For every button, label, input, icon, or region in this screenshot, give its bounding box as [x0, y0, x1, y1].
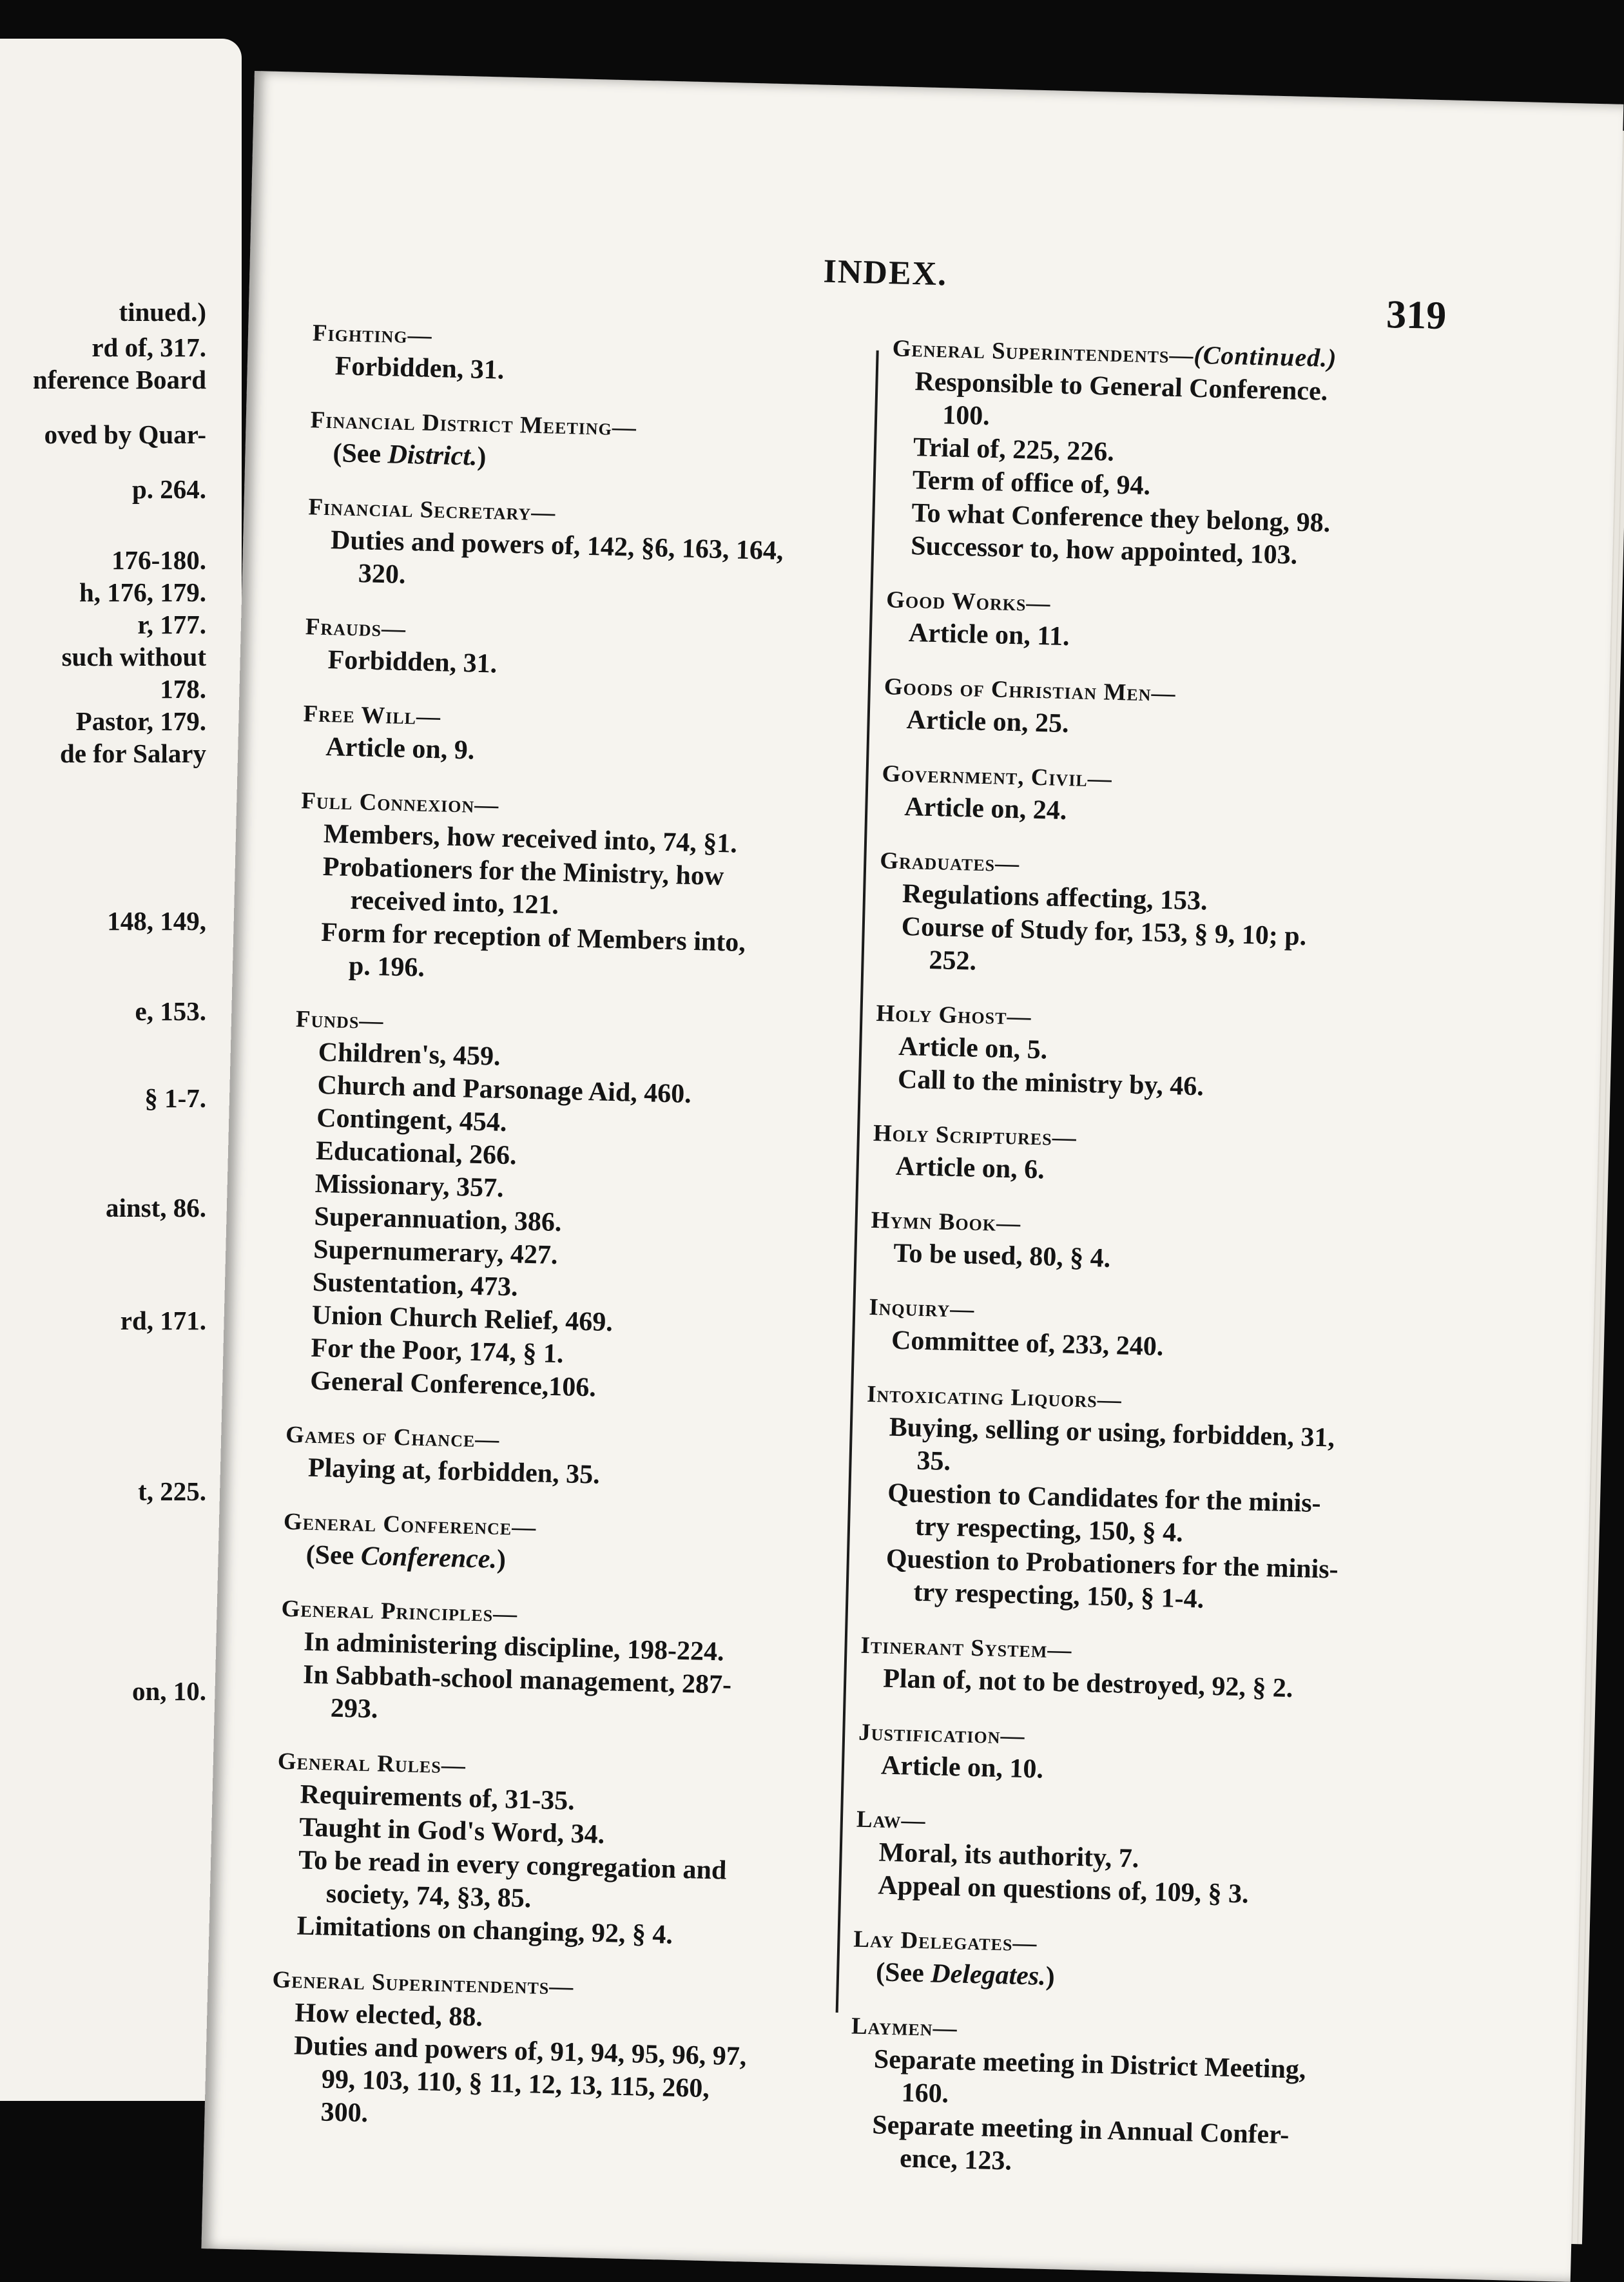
- index-page: [201, 71, 1623, 2282]
- index-heading: Government, Civil—: [882, 760, 1113, 793]
- index-subentry: Educational, 266.: [315, 1136, 517, 1171]
- index-subentry: Article on, 24.: [904, 791, 1067, 826]
- index-subentry: Sustentation, 473.: [312, 1267, 519, 1302]
- index-subentry: Duties and powers of, 142, §6, 163, 164,: [330, 525, 784, 566]
- index-subentry: 160.: [901, 2078, 949, 2109]
- left-page-line: t, 225.: [138, 1476, 206, 1506]
- left-page-line: nference Board: [32, 365, 206, 394]
- index-heading: General Superintendents—(Continued.): [892, 335, 1338, 373]
- index-subentry: received into, 121.: [350, 885, 559, 920]
- index-subentry: Buying, selling or using, forbidden, 31,: [889, 1412, 1335, 1453]
- index-heading: Financial Secretary—: [307, 494, 556, 527]
- index-subentry: Missionary, 357.: [314, 1168, 505, 1203]
- index-entry: [855, 1804, 1436, 1916]
- index-subentry: society, 74, §3, 85.: [325, 1879, 532, 1914]
- left-page-line: r, 177.: [137, 610, 206, 639]
- index-subentry: Separate meeting in District Meeting,: [873, 2044, 1306, 2085]
- index-column-right: [847, 331, 1473, 2210]
- index-heading: Lay Delegates—: [853, 1926, 1038, 1957]
- index-subentry: To be read in every congregation and: [298, 1845, 727, 1886]
- index-subentry: Probationers for the Ministry, how: [322, 851, 724, 892]
- index-subentry: Regulations affecting, 153.: [902, 878, 1208, 916]
- left-page-line: rd of, 317.: [92, 333, 206, 362]
- left-page-line: p. 264.: [131, 474, 206, 504]
- index-heading: Laymen—: [851, 2013, 958, 2042]
- index-subentry: Successor to, how appointed, 103.: [910, 531, 1298, 570]
- index-entry: [877, 845, 1460, 990]
- index-heading: Law—: [856, 1806, 927, 1835]
- index-subentry: Committee of, 233, 240.: [891, 1325, 1164, 1362]
- index-subentry: Trial of, 225, 226.: [913, 432, 1115, 467]
- index-subentry: Supernumerary, 427.: [313, 1234, 558, 1271]
- index-entry: [883, 671, 1464, 750]
- left-page-line: Pastor, 179.: [75, 706, 206, 736]
- index-heading: Games of Chance—: [285, 1421, 500, 1453]
- index-subentry: Form for reception of Members into,: [320, 917, 746, 958]
- left-page-line: 176-180.: [111, 545, 206, 575]
- index-entry: [887, 331, 1473, 576]
- left-page-line: e, 153.: [135, 996, 206, 1026]
- index-subentry: Contingent, 454.: [316, 1103, 508, 1138]
- left-page-line: de for Salary: [59, 739, 206, 768]
- index-heading: Inquiry—: [868, 1293, 975, 1323]
- index-subentry: (See Delegates.): [875, 1957, 1056, 1992]
- left-page-line: rd, 171.: [120, 1306, 206, 1335]
- index-subentry: Separate meeting in Annual Confer-: [871, 2110, 1290, 2151]
- index-subentry: Forbidden, 31.: [334, 351, 505, 385]
- index-subentry: Church and Parsonage Aid, 460.: [317, 1070, 692, 1110]
- index-heading: Goods of Christian Men—: [884, 673, 1176, 708]
- index-subentry: General Conference,106.: [309, 1366, 597, 1403]
- index-entry: [302, 698, 858, 777]
- index-subentry: Requirements of, 31-35.: [300, 1779, 575, 1816]
- index-subentry: Superannuation, 386.: [314, 1201, 562, 1238]
- left-page-line: on, 10.: [131, 1676, 206, 1706]
- index-subentry: How elected, 88.: [294, 1998, 483, 2033]
- index-entry: [282, 1506, 838, 1585]
- index-heading: Funds—: [295, 1006, 384, 1035]
- index-entry: [287, 1003, 851, 1411]
- index-subentry: Article on, 25.: [906, 705, 1070, 739]
- index-subentry: 100.: [942, 400, 991, 432]
- left-page-line: ainst, 86.: [105, 1193, 206, 1223]
- index-subentry: 300.: [320, 2097, 369, 2129]
- index-subentry: Taught in God's Word, 34.: [298, 1812, 605, 1850]
- index-heading: Good Works—: [885, 586, 1051, 617]
- index-subentry: Union Church Relief, 469.: [311, 1300, 614, 1338]
- index-subentry: Plan of, not to be destroyed, 92, § 2.: [882, 1663, 1293, 1704]
- page-number: 319: [1386, 293, 1447, 338]
- index-entry: [311, 317, 867, 396]
- index-entry: [273, 1746, 832, 1956]
- left-page-line: tinued.): [119, 297, 206, 327]
- left-page-line: 178.: [160, 674, 206, 704]
- index-entry: [885, 584, 1466, 663]
- index-subentry: 35.: [916, 1446, 951, 1477]
- index-subentry: try respecting, 150, § 1-4.: [913, 1577, 1204, 1614]
- index-entry: [848, 2011, 1432, 2189]
- index-entry: [870, 1204, 1451, 1284]
- index-heading: Free Will—: [303, 701, 441, 731]
- index-subentry: In administering discipline, 198-224.: [303, 1627, 725, 1667]
- index-subentry: Article on, 11.: [908, 618, 1070, 652]
- index-entry: [881, 758, 1462, 837]
- index-subentry: Limitations on changing, 92, § 4.: [296, 1911, 673, 1950]
- left-page-line: oved by Quar-: [44, 420, 206, 449]
- index-entry: [872, 1117, 1453, 1197]
- index-entry: [857, 1717, 1438, 1796]
- index-entry: [868, 1291, 1449, 1371]
- index-entry: [284, 1419, 840, 1498]
- index-entry: [278, 1593, 836, 1737]
- index-subentry: Term of office of, 94.: [912, 465, 1151, 501]
- index-entry: [862, 1378, 1447, 1622]
- index-subentry: 252.: [929, 945, 977, 976]
- index-subentry: Appeal on questions of, 109, § 3.: [877, 1870, 1250, 1910]
- index-heading: Hymn Book—: [871, 1206, 1021, 1237]
- index-subentry: (See Conference.): [305, 1540, 507, 1575]
- index-heading: General Principles—: [281, 1595, 518, 1628]
- index-subentry: Forbidden, 31.: [327, 645, 498, 679]
- index-entry: [304, 611, 860, 690]
- index-heading: General Rules—: [277, 1748, 467, 1779]
- index-entry: [874, 998, 1456, 1110]
- index-subentry: Moral, its authority, 7.: [878, 1837, 1139, 1874]
- index-heading: Financial District Meeting—: [310, 407, 637, 441]
- index-subentry: Members, how received into, 74, §1.: [323, 818, 738, 859]
- left-page-line: such without: [61, 642, 206, 672]
- index-subentry: In Sabbath-school management, 287-: [302, 1659, 732, 1700]
- index-subentry: Playing at, forbidden, 35.: [307, 1453, 601, 1490]
- index-subentry: For the Poor, 174, § 1.: [311, 1333, 565, 1369]
- index-heading: Graduates—: [879, 847, 1020, 878]
- index-subentry: Course of Study for, 153, § 9, 10; p.: [901, 911, 1307, 952]
- index-subentry: p. 196.: [348, 951, 425, 983]
- index-subentry: Article on, 5.: [898, 1031, 1048, 1065]
- page-title: INDEX.: [822, 253, 948, 293]
- index-subentry: Question to Candidates for the minis-: [887, 1478, 1322, 1519]
- index-entry: [306, 491, 862, 603]
- index-heading: Full Connexion—: [300, 788, 499, 819]
- left-page-line: h, 176, 179.: [79, 577, 206, 607]
- index-heading: General Conference—: [283, 1508, 537, 1542]
- index-subentry: Call to the ministry by, 46.: [897, 1064, 1204, 1102]
- index-subentry: Responsible to General Conference.: [914, 367, 1328, 407]
- index-subentry: Question to Probationers for the minis-: [885, 1543, 1339, 1585]
- index-entry: [853, 1924, 1434, 2003]
- index-subentry: To what Conference they belong, 98.: [911, 498, 1331, 538]
- index-subentry: try respecting, 150, § 4.: [914, 1511, 1184, 1548]
- index-subentry: 99, 103, 110, § 11, 12, 13, 115, 260,: [321, 2064, 710, 2104]
- index-heading: Justification—: [858, 1719, 1025, 1750]
- index-heading: Intoxicating Liquors—: [866, 1380, 1123, 1414]
- index-entry: [296, 785, 855, 995]
- index-entry: [309, 404, 865, 483]
- index-subentry: 293.: [330, 1693, 379, 1725]
- index-heading: Fighting—: [312, 320, 433, 349]
- left-page-line: § 1-7.: [144, 1083, 206, 1113]
- index-entry: [269, 1964, 827, 2142]
- index-subentry: Duties and powers of, 91, 94, 95, 96, 97,: [293, 2031, 747, 2072]
- index-heading: Holy Ghost—: [876, 1000, 1032, 1030]
- index-entry: [860, 1630, 1441, 1709]
- index-subentry: Article on, 6.: [895, 1151, 1045, 1185]
- index-subentry: Children's, 459.: [318, 1037, 501, 1072]
- index-heading: Holy Scriptures—: [873, 1119, 1078, 1152]
- continued-label: (Continued.): [1193, 340, 1338, 373]
- index-subentry: ence, 123.: [899, 2143, 1012, 2176]
- index-subentry: (See District.): [332, 438, 487, 472]
- left-page-line: 148, 149,: [107, 906, 206, 936]
- index-subentry: Article on, 9.: [325, 732, 475, 766]
- left-page-fragment: [0, 39, 242, 2101]
- index-heading: Itinerant System—: [860, 1632, 1072, 1664]
- index-subentry: 320.: [358, 559, 407, 590]
- index-column-left: [268, 317, 867, 2163]
- index-subentry: To be used, 80, § 4.: [893, 1238, 1111, 1273]
- index-subentry: Article on, 10.: [880, 1750, 1044, 1784]
- index-heading: General Superintendents—: [272, 1966, 574, 2000]
- index-heading: Frauds—: [305, 614, 407, 643]
